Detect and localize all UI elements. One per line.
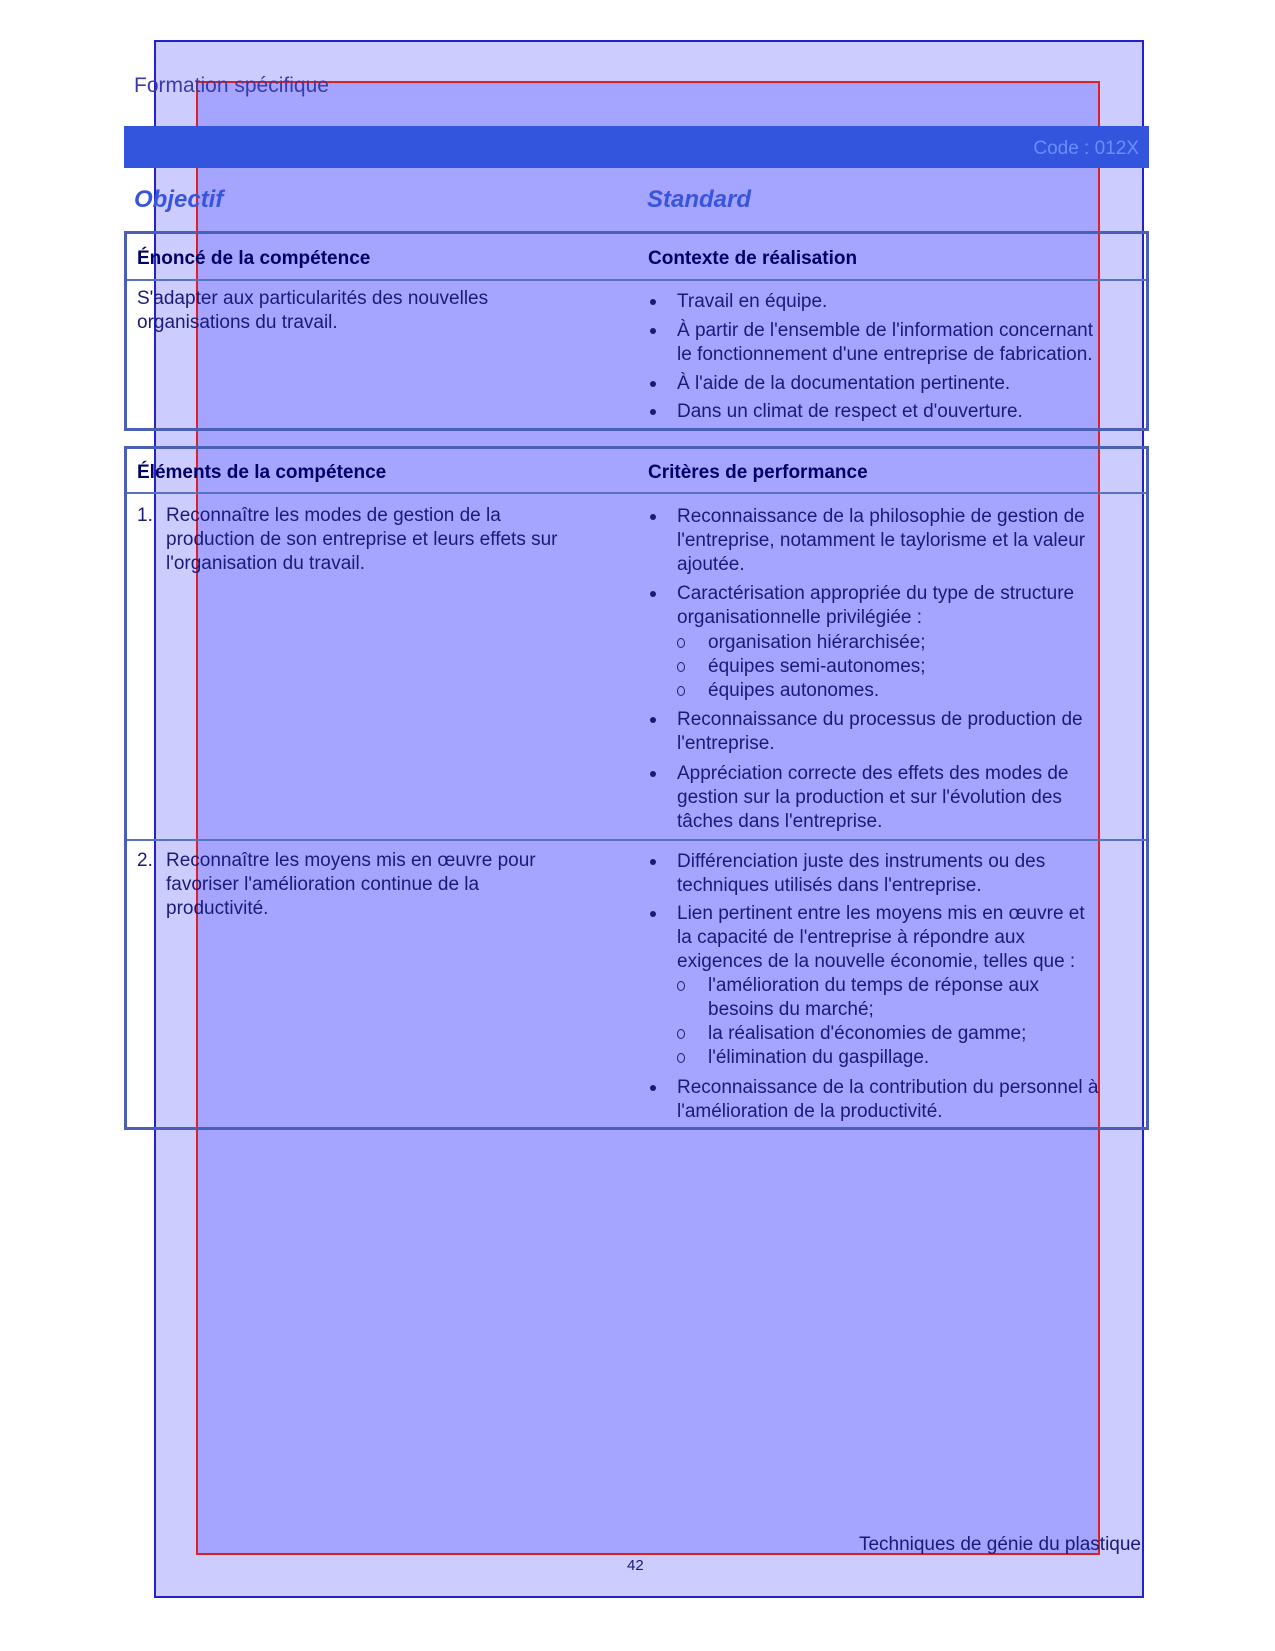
bullet-icon <box>650 328 656 334</box>
context-heading: Contexte de réalisation <box>648 248 858 269</box>
bullet-icon <box>650 1085 656 1091</box>
standard-title: Standard <box>647 186 752 213</box>
bullet-icon <box>650 859 656 865</box>
circle-bullet-icon <box>677 981 685 991</box>
bullet-icon <box>650 717 656 723</box>
bullet-icon <box>650 381 656 387</box>
bullet-icon <box>650 299 656 305</box>
circle-bullet-icon <box>677 662 685 672</box>
circle-bullet-icon <box>677 1029 685 1039</box>
context-list: Travail en équipe. À partir de l'ensemble de l'information concernant le fonctionnement d'une entreprise de fabrication. À l'aide de la documentation pertinente. Dans un climat de respect et d'ouverture. <box>648 290 1128 430</box>
competency-statement: S'adapter aux particularités des nouvelles organisations du travail. <box>137 288 489 333</box>
bullet-icon <box>650 409 656 415</box>
page-number: 42 <box>627 1557 644 1574</box>
elements-heading: Éléments de la compétence <box>137 462 387 483</box>
section-header: Formation spécifique <box>134 74 329 97</box>
bullet-icon <box>650 514 656 520</box>
criteria-heading: Critères de performance <box>648 462 868 483</box>
circle-bullet-icon <box>677 638 685 648</box>
criteria-list: Reconnaissance de la philosophie de gestion de l'entreprise, notamment le taylorisme et la valeur ajoutée. Caractérisation appropriée du type de structure organisationnelle privilégiée : organisation hiérarchisée; équipes semi-autonomes; équipes autonomes. Reconnaissance du processus de production de l'entreprise. Appréciation correcte des effets des modes de gestion sur la production et sur l'évolution des tâches dans l'entreprise. <box>648 505 1138 835</box>
divider <box>127 492 1146 494</box>
objective-title: Objectif <box>134 186 224 213</box>
element-item: 1. Reconnaître les modes de gestion de la production de son entreprise et leurs effets sur l'organisation du travail. <box>137 505 558 574</box>
criteria-list: Différenciation juste des instruments ou des techniques utilisés dans l'entreprise. Lien pertinent entre les moyens mis en œuvre et la capacité de l'entreprise à répondre aux exigences de la nouvelle économie, telles que : l'amélioration du temps de réponse aux besoins du marché; la réalisation d'économies de gamme; l'élimination du gaspillage. Reconnaissance de la contribution du personnel à l'amélioration de la productivité. <box>648 850 1138 1125</box>
divider <box>127 279 1146 281</box>
element-item: 2. Reconnaître les moyens mis en œuvre pour favoriser l'amélioration continue de la productivité. <box>137 850 536 919</box>
program-footer: Techniques de génie du plastique <box>858 1534 1141 1555</box>
competency-elements-box <box>124 446 1149 1130</box>
divider <box>127 839 1146 841</box>
circle-bullet-icon <box>677 1053 685 1063</box>
circle-bullet-icon <box>677 686 685 696</box>
bullet-icon <box>650 591 656 597</box>
bullet-icon <box>650 911 656 917</box>
code-bar <box>124 126 1149 168</box>
competency-statement-box <box>124 231 1149 431</box>
statement-heading: Énoncé de la compétence <box>137 248 371 269</box>
bullet-icon <box>650 771 656 777</box>
competency-code: Code : 012X <box>1033 138 1139 159</box>
